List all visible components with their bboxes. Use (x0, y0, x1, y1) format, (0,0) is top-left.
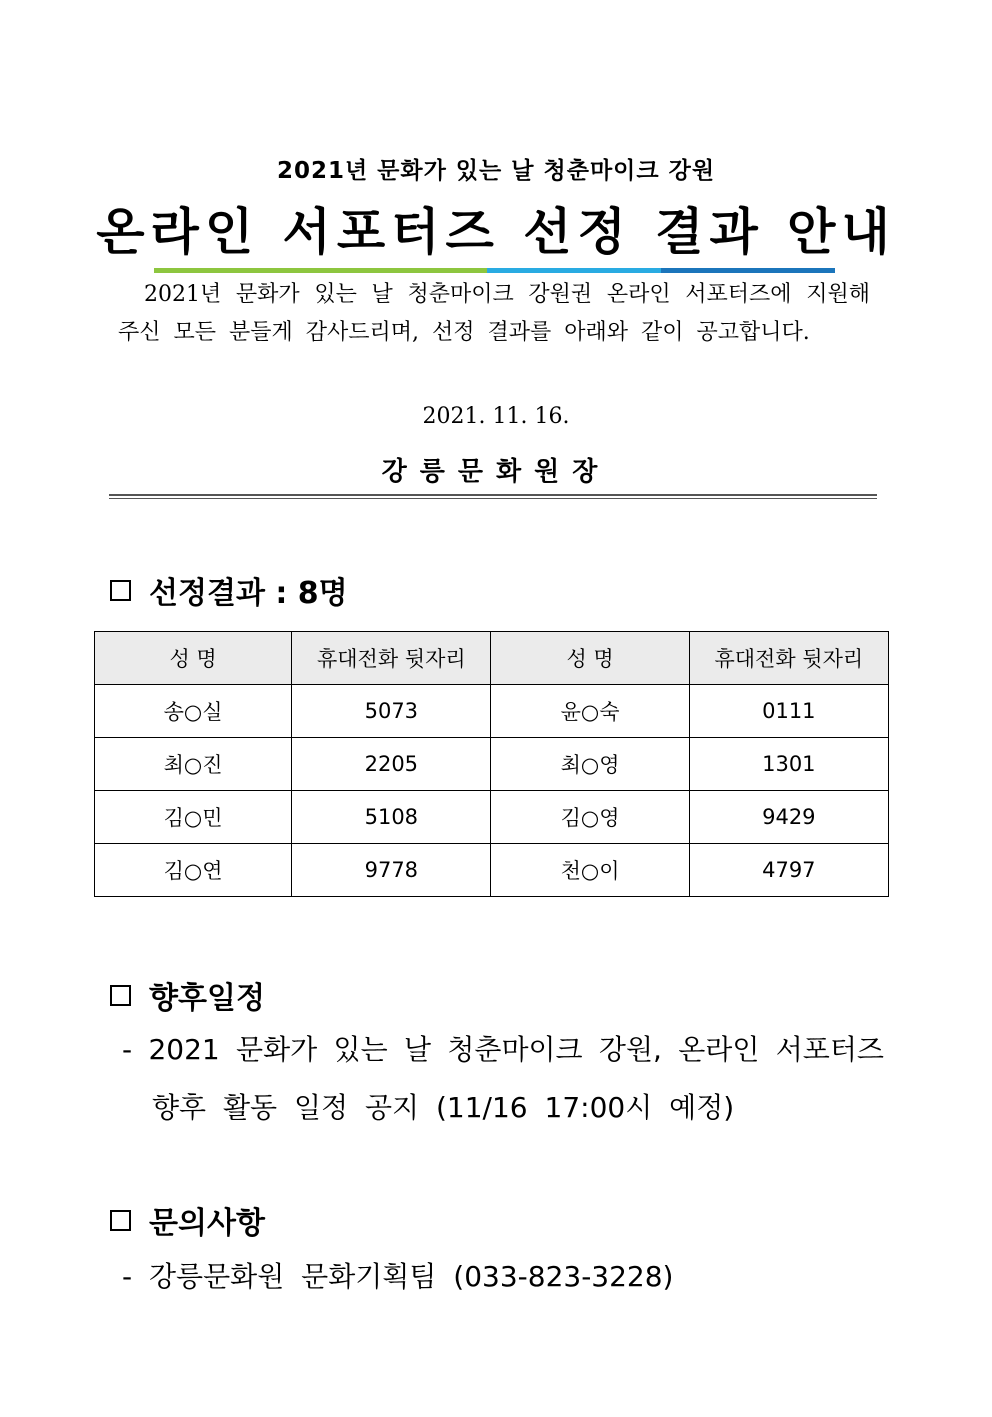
section-schedule-title: 향후일정 (149, 981, 265, 1016)
signer: 강릉문화원장 (381, 457, 611, 487)
section-inquiry-title: 문의사항 (149, 1206, 265, 1241)
name-cell: 김○영 (491, 791, 689, 844)
section-inquiry-heading (110, 1198, 265, 1242)
section-result-heading (110, 568, 348, 612)
inquiry-contact: - 강릉문화원 문화기획팀 (033-823-3228) (122, 1260, 674, 1293)
underline-segment-cyan (487, 268, 661, 273)
name-cell: 김○민 (95, 791, 292, 844)
section-schedule-heading (110, 973, 265, 1017)
phone-cell: 5108 (292, 791, 491, 844)
schedule-word: 서포터즈 (775, 1033, 884, 1066)
name-cell: 김○연 (95, 844, 292, 897)
name-cell: 천○이 (491, 844, 689, 897)
underline-segment-green (154, 268, 487, 273)
schedule-line (122, 1021, 884, 1079)
phone-cell: 4797 (689, 844, 888, 897)
table-row (95, 738, 889, 791)
section-result-title: 선정결과 : 8명 (149, 576, 348, 611)
schedule-word: 날 (403, 1033, 432, 1066)
phone-cell: 9429 (689, 791, 888, 844)
schedule-word: 있는 (333, 1033, 388, 1066)
schedule-word: 청춘마이크 (447, 1033, 583, 1066)
column-header-phone: 휴대전화 뒷자리 (292, 632, 491, 685)
schedule-word: 2021 (148, 1033, 220, 1066)
phone-cell: 1301 (689, 738, 888, 791)
subtitle: 2021년 문화가 있는 날 청춘마이크 강원 (276, 158, 716, 184)
result-table (94, 631, 889, 897)
underline-segment-blue (661, 268, 835, 273)
divider (109, 498, 877, 499)
page-title: 온라인 서포터즈 선정 결과 안내 (96, 203, 896, 261)
column-header-name: 성 명 (491, 632, 689, 685)
checkbox-square-icon (110, 1210, 131, 1231)
table-row (95, 791, 889, 844)
intro-paragraph: 2021년 문화가 있는 날 청춘마이크 강원권 온라인 서포터즈에 지원해주신 모든 분들게 감사드리며, 선정 결과를 아래와 같이 공고합니다. (118, 282, 870, 345)
phone-cell: 9778 (292, 844, 491, 897)
checkbox-square-icon (110, 985, 131, 1006)
column-header-phone: 휴대전화 뒷자리 (689, 632, 888, 685)
schedule-word: 온라인 (678, 1033, 760, 1066)
schedule-word: 강원, (598, 1033, 662, 1066)
name-cell: 최○진 (95, 738, 292, 791)
schedule-word: 문화가 (236, 1033, 318, 1066)
phone-cell: 0111 (689, 685, 888, 738)
bullet-dash: - (122, 1033, 133, 1066)
title-underline (154, 268, 835, 273)
column-header-name: 성 명 (95, 632, 292, 685)
phone-cell: 5073 (292, 685, 491, 738)
name-cell: 송○실 (95, 685, 292, 738)
table-row (95, 844, 889, 897)
schedule-detail: 향후 활동 일정 공지 (11/16 17:00시 예정) (152, 1091, 735, 1124)
table-header-row (95, 632, 889, 685)
phone-cell: 2205 (292, 738, 491, 791)
table-row (95, 685, 889, 738)
name-cell: 최○영 (491, 738, 689, 791)
checkbox-square-icon (110, 580, 131, 601)
name-cell: 윤○숙 (491, 685, 689, 738)
announcement-date: 2021. 11. 16. (422, 404, 570, 429)
divider (109, 494, 877, 496)
